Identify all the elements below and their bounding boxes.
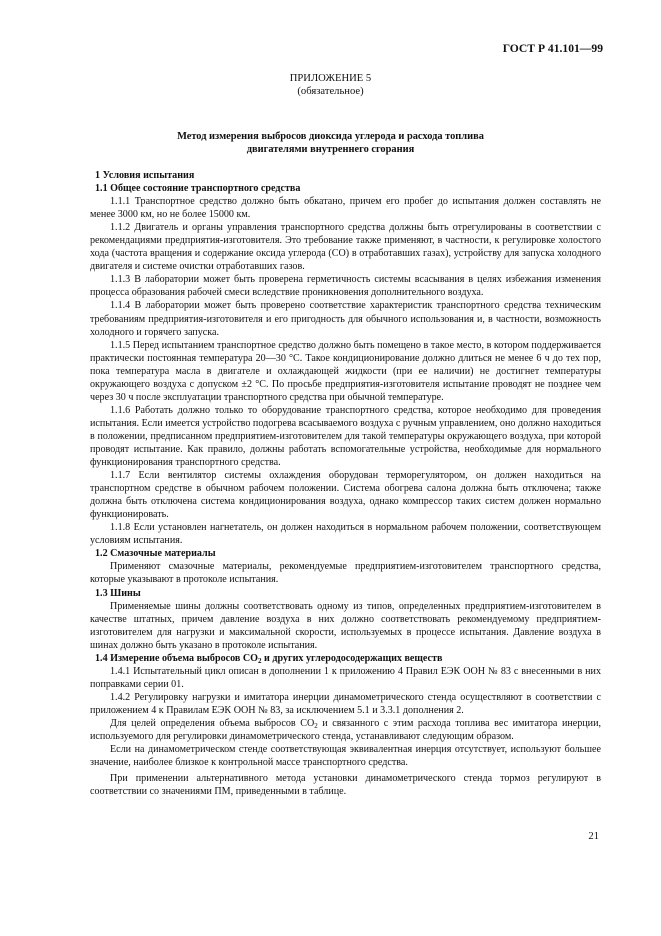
standard-code: ГОСТ Р 41.101—99 xyxy=(502,42,603,55)
document-title-line-2: двигателями внутреннего сгорания xyxy=(246,144,415,155)
section-heading-1-3: 1.3 Шины xyxy=(95,587,141,599)
paragraph-1-1-1: 1.1.1 Транспортное средство должно быть обкатано, причем его пробег до испытания должен составлять не менее 3000 км, но не более 15000 км. xyxy=(90,196,601,221)
paragraph-1-4-1: 1.4.1 Испытательный цикл описан в дополнении 1 к приложению 4 Правил ЕЭК ООН № 83 с внесенными в них поправками серии 01. xyxy=(90,665,601,690)
paragraph-co2-inertia xyxy=(90,717,601,743)
section-heading-1-4-post: и других углеродосодержащих веществ xyxy=(261,652,443,664)
section-heading-1-2: 1.2 Смазочные материалы xyxy=(95,548,216,560)
paragraph-co2-post: и связанного с этим расхода топлива вес имитатора инерции, используемого для регулировки динамометрического стенда, устанавливают следующим образом. xyxy=(90,717,601,743)
paragraph-1-3: Применяемые шины должны соответствовать одному из типов, определенных предприятием-изготовителем в качестве штатных, причем давление воздуха в них должно соответствовать рекомендуемому предприятием-изготовителем для нагрузки и максимальной скорости, используемых в процессе испытания. Давление воздуха в шинах должно быть указано в протоколе испытания. xyxy=(90,600,601,651)
paragraph-1-1-6: 1.1.6 Работать должно только то оборудование транспортного средства, которое необходимо для проведения испытания. Если имеется устройство подогрева всасываемого воздуха с ручным управлением, оно должно находиться в положении, предписанном предприятием-изготовителем для такой температуры окружающего воздуха, при которой проводят испытание. Как правило, должны работать вспомогательные устройства, необходимые для нормального функционирования транспортного средства. xyxy=(90,404,601,469)
paragraph-1-1-3: 1.1.3 В лаборатории может быть проверена герметичность системы всасывания в целях избежания изменения процесса образования рабочей смеси вследствие проникновения дополнительного воздуха. xyxy=(90,274,601,299)
paragraph-1-1-4: 1.1.4 В лаборатории может быть проверено соответствие характеристик транспортного средства техническим требованиям предприятия-изготовителя и его пригодность для обычного использования и, в частности, возможность холодного и горячего запуска. xyxy=(90,300,601,338)
appendix-heading xyxy=(0,72,661,98)
co2-subscript: 2 xyxy=(314,721,318,730)
paragraph-1-1-2: 1.1.2 Двигатель и органы управления транспортного средства должны быть отрегулированы в соответствии с рекомендациями предприятия-изготовителя. Это требование также применяют, в частности, к регулировке холостого хода (частота вращения и содержание оксида углерода (СО) в отработавших газах), устройству для запуска холодного двигателя и системе очистки отработавших газов. xyxy=(90,222,601,273)
paragraph-1-1-7: 1.1.7 Если вентилятор системы охлаждения оборудован терморегулятором, он должен находиться на транспортном средстве в обычном рабочем положении. Система обогрева салона должна быть отключена; также должна быть отключена система кондиционирования воздуха, однако компрессор таких систем должен нормально функционировать. xyxy=(90,470,601,521)
paragraph-co2-pre: Для целей определения объема выбросов СО xyxy=(110,717,315,729)
document-title-line-1: Метод измерения выбросов диоксида углерода и расхода топлива xyxy=(177,131,484,142)
paragraph-1-1-5: 1.1.5 Перед испытанием транспортное средство должно быть помещено в такое место, в котором поддерживается практически постоянная температура 20—30 °С. Такое кондиционирование должно длиться не менее 6 ч до тех пор, пока температура масла в двигателе и охлаждающей жидкости (при ее наличии) не достигнет температуры окружающего воздуха с допуском ±2 °С. По просьбе предприятия-изготовителя испытание проводят не позднее чем через 30 ч после эксплуатации транспортного средства при обычной температуре. xyxy=(90,339,601,403)
appendix-title: ПРИЛОЖЕНИЕ 5 xyxy=(289,73,372,84)
paragraph-1-4-2: 1.4.2 Регулировку нагрузки и имитатора инерции динамометрического стенда осуществляют в соответствии с приложением 4 к Правилам ЕЭК ООН № 83, за исключением 5.1 и 3.3.1 дополнения 2. xyxy=(90,691,601,716)
page-number: 21 xyxy=(588,831,599,842)
section-heading-1-1: 1.1 Общее состояние транспортного средства xyxy=(95,183,301,195)
appendix-status: (обязательное) xyxy=(297,86,364,97)
section-heading-1: 1 Условия испытания xyxy=(95,170,195,181)
paragraph-alternative-method: При применении альтернативного метода установки динамометрического стенда тормоз регулируют в соответствии со значениями ПМ, приведенными в таблице. xyxy=(90,773,601,798)
document-title xyxy=(90,130,571,156)
paragraph-1-1-8: 1.1.8 Если установлен нагнетатель, он должен находиться в нормальном рабочем положении, соответствующем условиям испытания. xyxy=(90,522,601,547)
paragraph-1-2: Применяют смазочные материалы, рекомендуемые предприятием-изготовителем транспортного средства, которые указывают в протоколе испытания. xyxy=(90,561,601,586)
section-heading-1-4 xyxy=(90,652,601,665)
section-heading-1-4-pre: 1.4 Измерение объема выбросов СО xyxy=(95,652,259,664)
co2-subscript: 2 xyxy=(258,656,262,665)
document-body xyxy=(90,169,601,798)
paragraph-dynamometer: Если на динамометрическом стенде соответствующая эквивалентная инерция отсутствует, используют большее значение, наиболее близкое к контрольной массе транспортного средства. xyxy=(90,744,601,769)
